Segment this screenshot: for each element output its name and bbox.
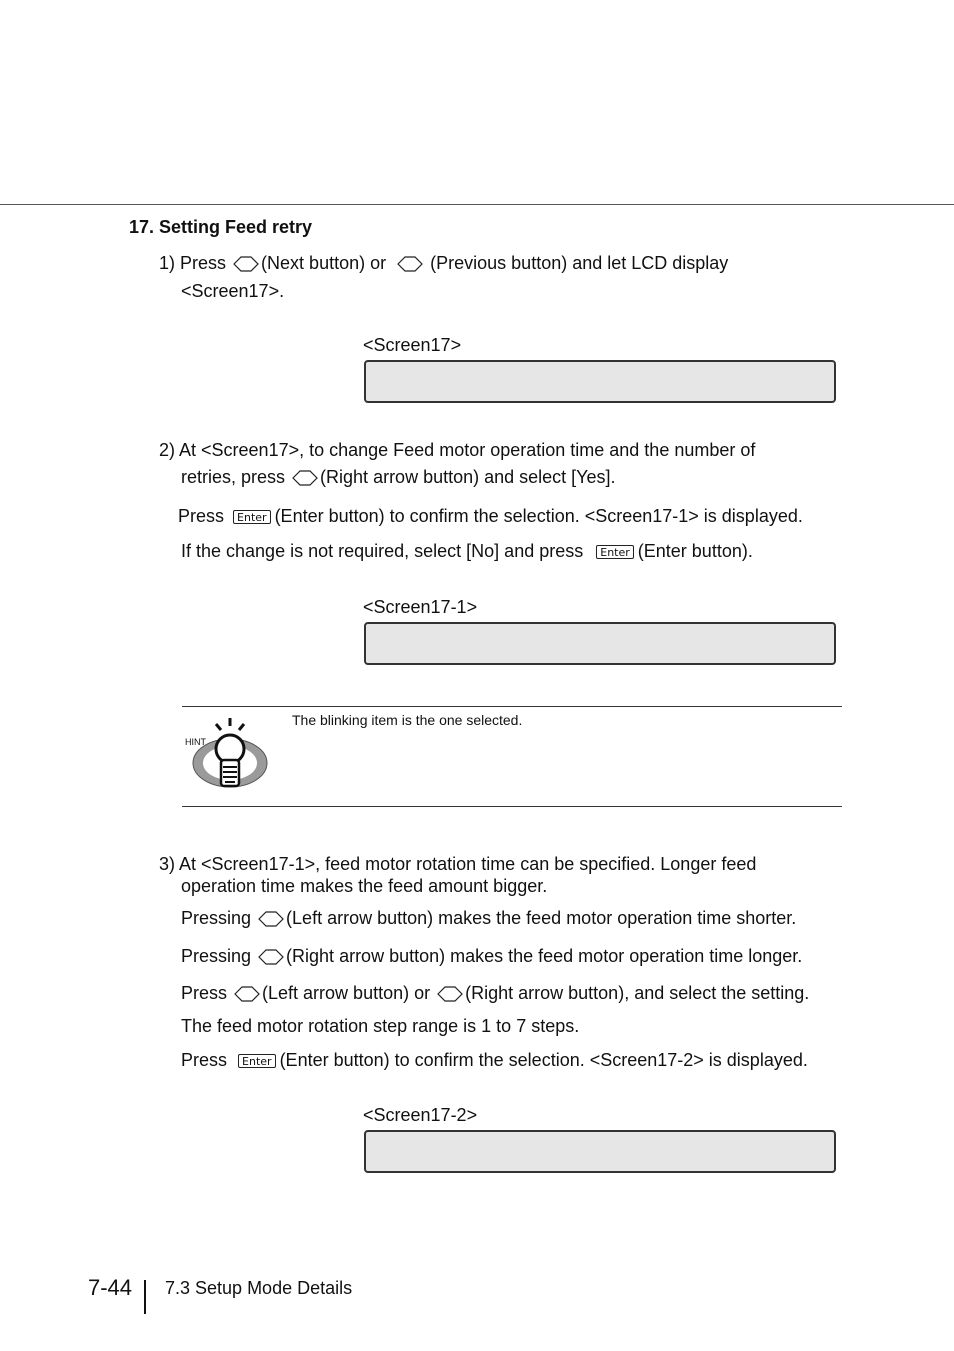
footer-section: 7.3 Setup Mode Details xyxy=(165,1278,353,1298)
right-arrow-button-icon xyxy=(437,985,463,1003)
screen17-1-label: <Screen17-1> xyxy=(363,597,478,617)
step1-line1 xyxy=(159,252,728,274)
screen17-label: <Screen17> xyxy=(363,335,462,355)
footer-divider xyxy=(144,1280,146,1314)
section-title: 17. Setting Feed retry xyxy=(129,217,313,237)
step2-text-e: If the change is not required, select [No] and press xyxy=(181,541,584,561)
step3-text-e: Press xyxy=(181,983,228,1003)
step1-text-a: 1) Press xyxy=(159,253,227,273)
step3-text-g: (Right arrow button), and select the setting. xyxy=(465,983,810,1003)
step2-text-c: Press xyxy=(178,506,225,526)
step3-line5 xyxy=(181,982,809,1004)
right-arrow-button-icon xyxy=(258,948,284,966)
step3-text-d: (Right arrow button) makes the feed motor operation time longer. xyxy=(286,946,803,966)
page-number: 7-44 xyxy=(88,1275,133,1300)
hint-bottom-rule xyxy=(182,806,842,807)
screen17-lcd xyxy=(364,360,836,403)
step3-text-i: (Enter button) to confirm the selection. <Screen17-2> is displayed. xyxy=(279,1050,808,1070)
step2-text-f: (Enter button). xyxy=(637,541,753,561)
step3-text-c: Pressing xyxy=(181,946,252,966)
step1-line2: <Screen17>. xyxy=(181,281,285,301)
hint-lightbulb-icon xyxy=(186,716,270,796)
step2-line4 xyxy=(181,540,753,562)
hint-text: The blinking item is the one selected. xyxy=(292,712,523,728)
screen17-2-label: <Screen17-2> xyxy=(363,1105,478,1125)
step3-line3 xyxy=(181,907,796,929)
step3-line4 xyxy=(181,945,802,967)
step2-line1: 2) At <Screen17>, to change Feed motor operation time and the number of xyxy=(159,440,756,460)
step3-line7 xyxy=(181,1049,808,1071)
hint-top-rule xyxy=(182,706,842,707)
screen17-2-lcd xyxy=(364,1130,836,1173)
hint-label: HINT xyxy=(185,737,206,747)
screen17-1-lcd xyxy=(364,622,836,665)
step2-line3 xyxy=(178,505,803,527)
previous-button-icon xyxy=(397,255,423,273)
step1-text-c: (Previous button) and let LCD display xyxy=(430,253,729,273)
step2-text-b: (Right arrow button) and select [Yes]. xyxy=(320,467,616,487)
step3-line6: The feed motor rotation step range is 1 to 7 steps. xyxy=(181,1016,580,1036)
step1-text-b: (Next button) or xyxy=(261,253,387,273)
enter-key-icon: Enter xyxy=(233,510,271,524)
header-rule xyxy=(0,204,954,205)
step2-text-a: retries, press xyxy=(181,467,286,487)
enter-key-icon: Enter xyxy=(238,1054,276,1068)
step3-text-f: (Left arrow button) or xyxy=(262,983,431,1003)
step3-text-h: Press xyxy=(181,1050,228,1070)
step3-text-a: Pressing xyxy=(181,908,252,928)
left-arrow-button-icon xyxy=(234,985,260,1003)
step3-line1: 3) At <Screen17-1>, feed motor rotation time can be specified. Longer feed xyxy=(159,854,757,874)
right-arrow-button-icon xyxy=(292,469,318,487)
step3-line2: operation time makes the feed amount bigger. xyxy=(181,876,548,896)
step2-line2 xyxy=(181,466,616,488)
step2-text-d: (Enter button) to confirm the selection. <Screen17-1> is displayed. xyxy=(274,506,803,526)
left-arrow-button-icon xyxy=(258,910,284,928)
next-button-icon xyxy=(233,255,259,273)
enter-key-icon: Enter xyxy=(596,545,634,559)
step3-text-b: (Left arrow button) makes the feed motor operation time shorter. xyxy=(286,908,797,928)
